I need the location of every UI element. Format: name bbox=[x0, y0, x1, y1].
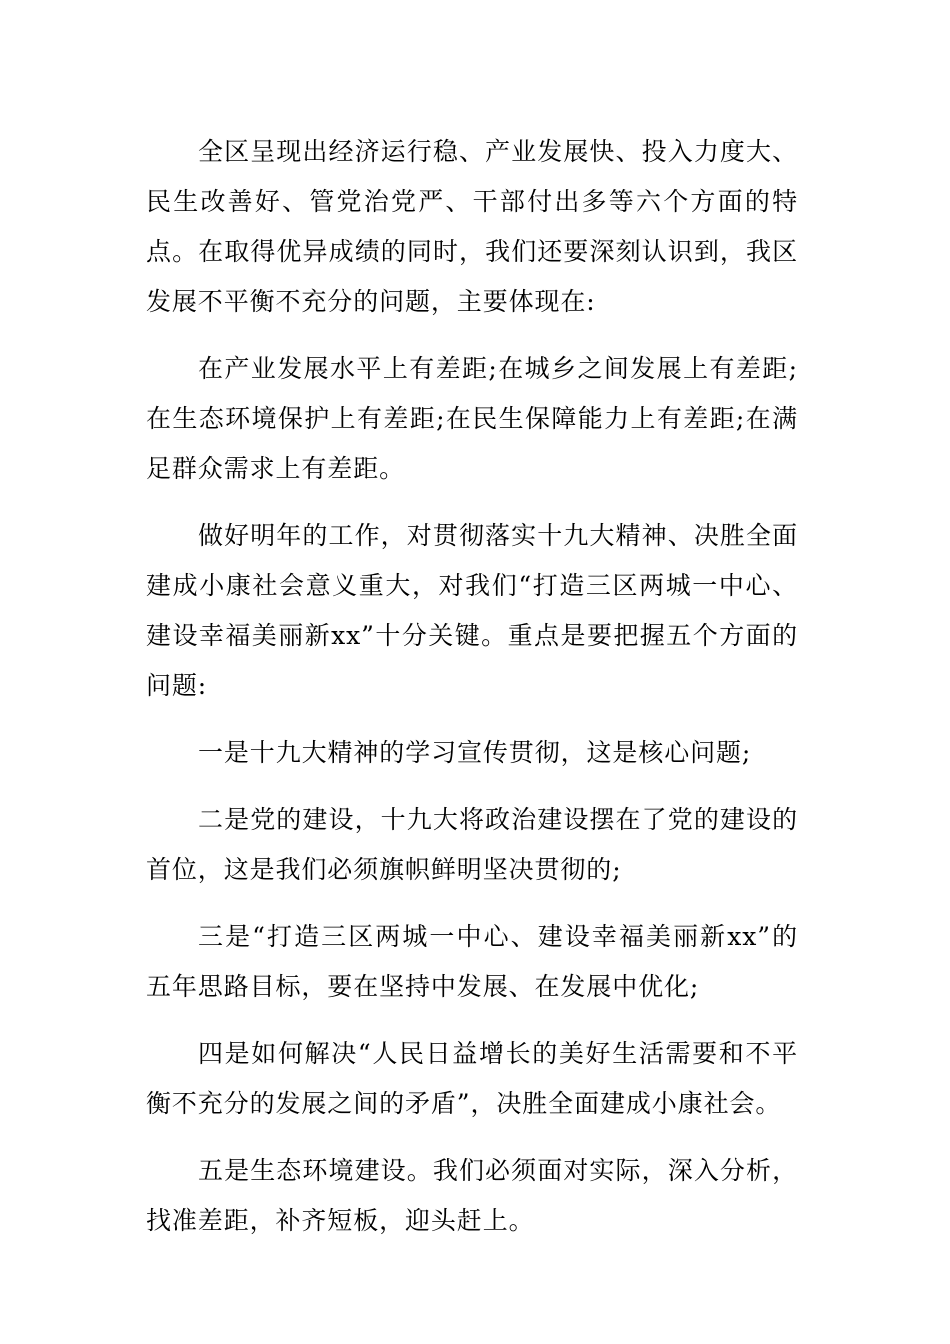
document-body bbox=[146, 127, 798, 1263]
paragraph-next-year-work: 做好明年的工作，对贯彻落实十九大精神、决胜全面建成小康社会意义重大，对我们“打造三区两城一中心、建设幸福美丽新xx”十分关键。重点是要把握五个方面的问题: bbox=[146, 521, 798, 700]
paragraph-features: 全区呈现出经济运行稳、产业发展快、投入力度大、民生改善好、管党治党严、干部付出多等六个方面的特点。在取得优异成绩的同时，我们还要深刻认识到，我区发展不平衡不充分的问题，主要体现在: bbox=[146, 137, 798, 316]
paragraph-point-three: 三是“打造三区两城一中心、建设幸福美丽新xx”的五年思路目标，要在坚持中发展、在发展中优化; bbox=[146, 922, 798, 1001]
paragraph-point-one: 一是十九大精神的学习宣传贯彻，这是核心问题; bbox=[198, 738, 752, 767]
paragraph-point-two: 二是党的建设，十九大将政治建设摆在了党的建设的首位，这是我们必须旗帜鲜明坚决贯彻的; bbox=[146, 805, 798, 884]
paragraph-point-five: 五是生态环境建设。我们必须面对实际，深入分析，找准差距，补齐短板，迎头赶上。 bbox=[146, 1156, 798, 1235]
paragraph-point-four: 四是如何解决“人民日益增长的美好生活需要和不平衡不充分的发展之间的矛盾”，决胜全面建成小康社会。 bbox=[146, 1039, 798, 1118]
paragraph-gaps: 在产业发展水平上有差距;在城乡之间发展上有差距;在生态环境保护上有差距;在民生保障能力上有差距;在满足群众需求上有差距。 bbox=[146, 354, 798, 483]
